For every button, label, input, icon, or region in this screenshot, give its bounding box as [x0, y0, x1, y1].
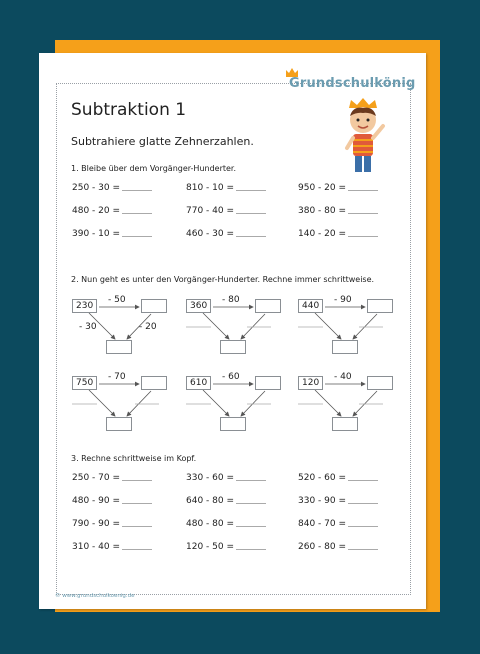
- exercise-row: 330 - 60 =: [186, 473, 266, 483]
- answer-blank[interactable]: [122, 503, 152, 504]
- instruction: Subtrahiere glatte Zehnerzahlen.: [71, 135, 254, 148]
- exercise-row: 640 - 80 =: [186, 496, 266, 506]
- intermediate-box[interactable]: [106, 417, 132, 431]
- answer-blank[interactable]: [122, 549, 152, 550]
- result-box[interactable]: [255, 376, 281, 390]
- step-two-label: - 20: [139, 322, 157, 332]
- result-box[interactable]: [255, 299, 281, 313]
- answer-blank[interactable]: [236, 503, 266, 504]
- start-number-box: 440: [298, 299, 323, 313]
- exercise-row: 330 - 90 =: [298, 496, 378, 506]
- intermediate-box[interactable]: [220, 417, 246, 431]
- section2-heading: 2. Nun geht es unter den Vorgänger-Hunderter. Rechne immer schrittweise.: [71, 275, 375, 284]
- footer-copyright: © www.grundschulkoenig.de: [55, 593, 135, 599]
- answer-blank[interactable]: [122, 526, 152, 527]
- exercise-row: 120 - 50 =: [186, 542, 266, 552]
- start-number-box: 230: [72, 299, 97, 313]
- answer-blank[interactable]: [236, 480, 266, 481]
- start-number-box: 610: [186, 376, 211, 390]
- answer-blank[interactable]: [348, 549, 378, 550]
- subtrahend-label: - 90: [334, 295, 352, 305]
- start-number-box: 360: [186, 299, 211, 313]
- answer-blank[interactable]: [348, 503, 378, 504]
- start-number-box: 120: [298, 376, 323, 390]
- section3-heading: 3. Rechne schrittweise im Kopf.: [71, 454, 197, 463]
- subtrahend-label: - 50: [108, 295, 126, 305]
- result-box[interactable]: [367, 376, 393, 390]
- exercise-row: 250 - 30 =: [72, 183, 152, 193]
- exercise-row: 480 - 80 =: [186, 519, 266, 529]
- exercise-row: 260 - 80 =: [298, 542, 378, 552]
- exercise-row: 140 - 20 =: [298, 229, 378, 239]
- exercise-row: 840 - 70 =: [298, 519, 378, 529]
- start-number-box: 750: [72, 376, 97, 390]
- exercise-row: 520 - 60 =: [298, 473, 378, 483]
- exercise-row: 460 - 30 =: [186, 229, 266, 239]
- worksheet: [39, 53, 426, 609]
- answer-blank[interactable]: [122, 480, 152, 481]
- exercise-row: 770 - 40 =: [186, 206, 266, 216]
- exercise-row: 810 - 10 =: [186, 183, 266, 193]
- answer-blank[interactable]: [236, 526, 266, 527]
- result-box[interactable]: [367, 299, 393, 313]
- exercise-row: 480 - 90 =: [72, 496, 152, 506]
- intermediate-box[interactable]: [332, 340, 358, 354]
- subtrahend-label: - 70: [108, 372, 126, 382]
- exercise-row: 310 - 40 =: [72, 542, 152, 552]
- intermediate-box[interactable]: [220, 340, 246, 354]
- exercise-row: 950 - 20 =: [298, 183, 378, 193]
- exercise-row: 380 - 80 =: [298, 206, 378, 216]
- intermediate-box[interactable]: [106, 340, 132, 354]
- answer-blank[interactable]: [348, 526, 378, 527]
- exercise-row: 480 - 20 =: [72, 206, 152, 216]
- answer-blank[interactable]: [348, 480, 378, 481]
- result-box[interactable]: [141, 376, 167, 390]
- result-box[interactable]: [141, 299, 167, 313]
- subtrahend-label: - 60: [222, 372, 240, 382]
- exercise-row: 790 - 90 =: [72, 519, 152, 529]
- section1-heading: 1. Bleibe über dem Vorgänger-Hunderter.: [71, 164, 237, 173]
- page-title: Subtraktion 1: [71, 100, 187, 120]
- exercise-row: 250 - 70 =: [72, 473, 152, 483]
- step-one-label: - 30: [79, 322, 97, 332]
- intermediate-box[interactable]: [332, 417, 358, 431]
- brand-logo: Grundschulkönig: [289, 76, 416, 91]
- answer-blank[interactable]: [236, 549, 266, 550]
- subtrahend-label: - 80: [222, 295, 240, 305]
- exercise-row: 390 - 10 =: [72, 229, 152, 239]
- subtrahend-label: - 40: [334, 372, 352, 382]
